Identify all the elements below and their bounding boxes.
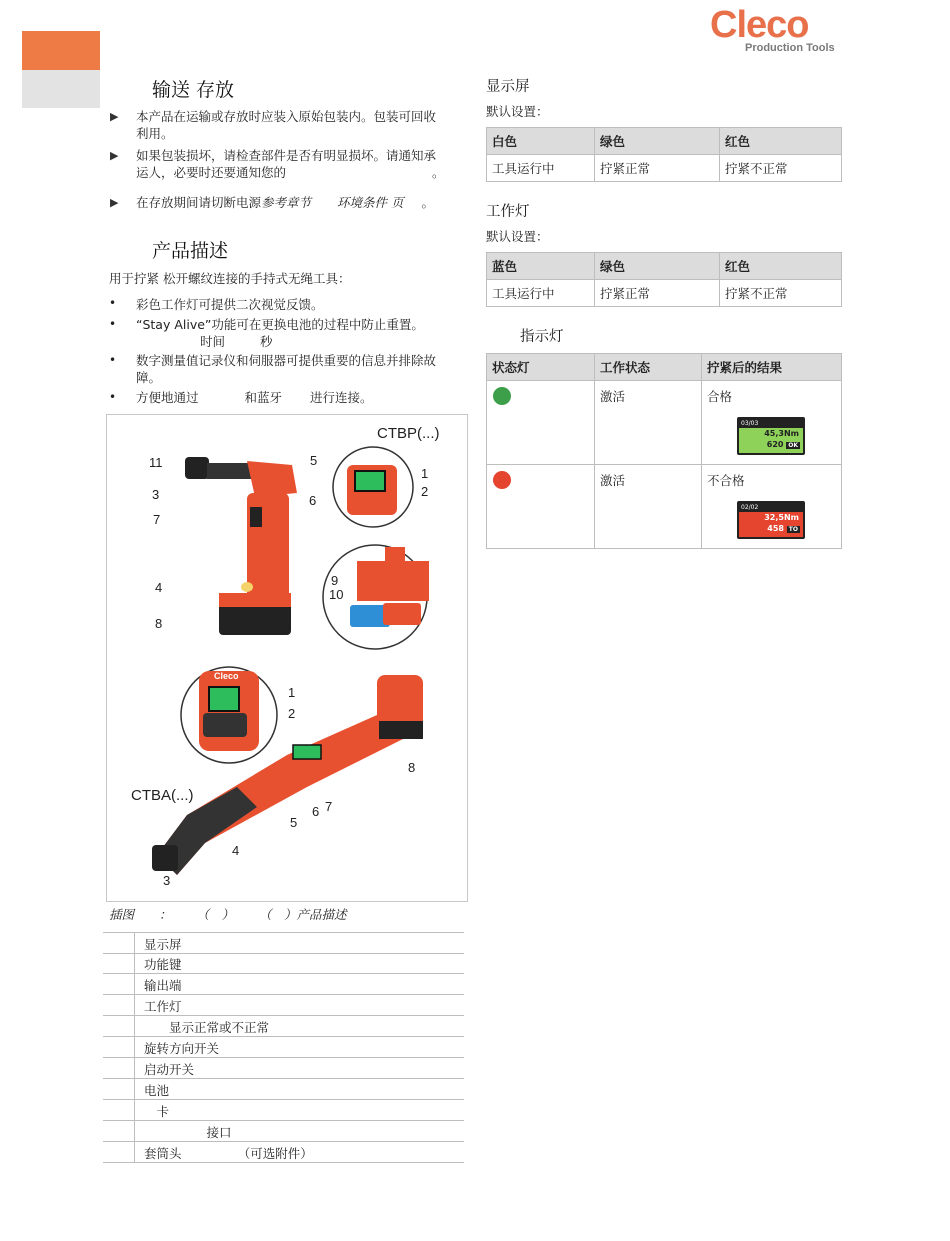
callout-number: 10 (329, 587, 344, 602)
ok-display-screen (737, 417, 805, 455)
transport-item-2: 如果包装损坏，请检查部件是否有明显损坏。请通知承 运人，必要时还要通知您的 。 (136, 148, 445, 180)
legend-row: 工作灯 (103, 995, 464, 1016)
bullet-dot-icon: • (109, 390, 117, 404)
callout-number: 5 (290, 815, 298, 830)
feature-bullet-4: 方便地通过 和蓝牙 进行连接。 (136, 390, 373, 405)
section-tab-accent (22, 31, 100, 70)
legend-row: 接口 (103, 1121, 464, 1142)
cross-ref-chapter: 参考章节 (261, 195, 312, 210)
screen-date: 02/02 (739, 503, 803, 512)
feature-bullet-2-time: 时间 (200, 334, 226, 349)
screen-angle-row: 458 TO (767, 524, 798, 533)
legend-row: 套筒头 （可选附件） (103, 1142, 464, 1163)
legend-row: 启动开关 (103, 1058, 464, 1079)
table-header-cell: 拧紧后的结果 (702, 354, 842, 381)
feature-bullet-2: “Stay Alive”功能可在更换电池的过程中防止重置。 (136, 317, 424, 332)
display-color-table (486, 127, 842, 182)
screen-angle-row: 620 OK (766, 440, 798, 449)
section-title-product: 产品描述 (152, 240, 229, 262)
table-header-cell: 红色 (720, 128, 842, 155)
legend-row: 电池 (103, 1079, 464, 1100)
indicator-title: 指示灯 (520, 329, 564, 345)
callout-number: 4 (232, 843, 240, 858)
arrow-bullet-icon: ▶ (110, 149, 119, 162)
product-illustration (107, 415, 467, 901)
worklight-color-table (486, 252, 842, 307)
table-cell: 拧紧不正常 (720, 155, 842, 182)
transport-item-3: 在存放期间请切断电源参考章节 环境条件 页 。 (136, 195, 435, 210)
legend-row: 卡 (103, 1100, 464, 1121)
green-status-lamp-icon (493, 387, 511, 405)
cross-ref-env: 环境条件 页 (337, 195, 404, 210)
feature-bullet-2-seconds: 秒 (260, 334, 273, 349)
bullet-dot-icon: • (109, 317, 117, 331)
worklight-default-label: 默认设置： (486, 229, 549, 244)
worklight-title: 工作灯 (486, 204, 530, 220)
display-title: 显示屏 (486, 79, 530, 95)
table-cell: 工具运行中 (487, 155, 595, 182)
callout-number: 7 (325, 799, 333, 814)
nok-display-screen (737, 501, 805, 539)
figure-label-ctba: CTBA(...) (131, 787, 194, 804)
legend-row: 功能键 (103, 953, 464, 974)
legend-row: 输出端 (103, 974, 464, 995)
figure-label-ctbp: CTBP(...) (377, 425, 440, 442)
legend-row: 显示屏 (103, 932, 464, 954)
screen-date: 03/03 (739, 419, 803, 428)
table-cell: 激活 (595, 465, 702, 549)
table-header-cell: 蓝色 (487, 253, 595, 280)
table-cell: 拧紧不正常 (720, 280, 842, 307)
callout-number: 2 (288, 706, 296, 721)
screen-torque: 32,5Nm (764, 513, 799, 522)
callout-number: 5 (310, 453, 318, 468)
callout-number: 8 (155, 616, 163, 631)
callout-number: 1 (421, 466, 429, 481)
feature-bullet-1: 彩色工作灯可提供二次视觉反馈。 (136, 297, 324, 312)
callout-number: 1 (288, 685, 296, 700)
arrow-bullet-icon: ▶ (110, 196, 119, 209)
table-cell: 激活 (595, 381, 702, 465)
product-intro: 用于拧紧 松开螺纹连接的手持式无绳工具： (109, 271, 351, 286)
brand-logo: Cleco Production Tools (710, 4, 835, 54)
table-header-cell: 绿色 (595, 128, 720, 155)
arrow-bullet-icon: ▶ (110, 110, 119, 123)
table-cell: 合格 (702, 381, 842, 465)
callout-number: 3 (163, 873, 171, 888)
product-figure (106, 414, 468, 902)
callout-number: 9 (331, 573, 339, 588)
table-row (487, 155, 842, 182)
callout-number: 11 (149, 455, 163, 470)
table-cell: 拧紧正常 (595, 155, 720, 182)
callout-number: 8 (408, 760, 416, 775)
callout-number: 2 (421, 484, 429, 499)
bullet-dot-icon: • (109, 353, 117, 367)
section-tab-grey (22, 70, 100, 108)
table-header-row (487, 253, 842, 280)
table-cell: 不合格 (702, 465, 842, 549)
table-row (487, 280, 842, 307)
table-header-cell: 红色 (720, 253, 842, 280)
table-header-row (487, 354, 842, 381)
screen-torque: 45,3Nm (764, 429, 799, 438)
section-title-transport: 输送 存放 (152, 79, 235, 101)
table-cell: 工具运行中 (487, 280, 595, 307)
callout-number: 3 (152, 487, 160, 502)
red-status-lamp-icon (493, 471, 511, 489)
pistol-tool-drawing (185, 457, 297, 635)
figure-caption: 插图 ： （ ） （ ）产品描述 (109, 907, 347, 922)
feature-bullet-3: 数字测量值记录仪和伺服器可提供重要的信息并排除故 障。 (136, 353, 437, 385)
transport-item-1: 本产品在运输或存放时应装入原始包装内。包装可回收 利用。 (136, 109, 437, 141)
table-header-cell: 白色 (487, 128, 595, 155)
table-header-cell: 状态灯 (487, 354, 595, 381)
callout-number: 4 (155, 580, 163, 595)
table-cell: 拧紧正常 (595, 280, 720, 307)
table-header-row (487, 128, 842, 155)
legend-row: 旋转方向开关 (103, 1037, 464, 1058)
callout-number: 7 (153, 512, 161, 527)
callout-number: 6 (312, 804, 320, 819)
callout-number: 6 (309, 493, 317, 508)
bullet-dot-icon: • (109, 296, 117, 310)
display-default-label: 默认设置： (486, 104, 549, 119)
mini-logo: Cleco (214, 671, 239, 681)
legend-row: 显示正常或不正常 (103, 1016, 464, 1037)
table-header-cell: 工作状态 (595, 354, 702, 381)
table-header-cell: 绿色 (595, 253, 720, 280)
